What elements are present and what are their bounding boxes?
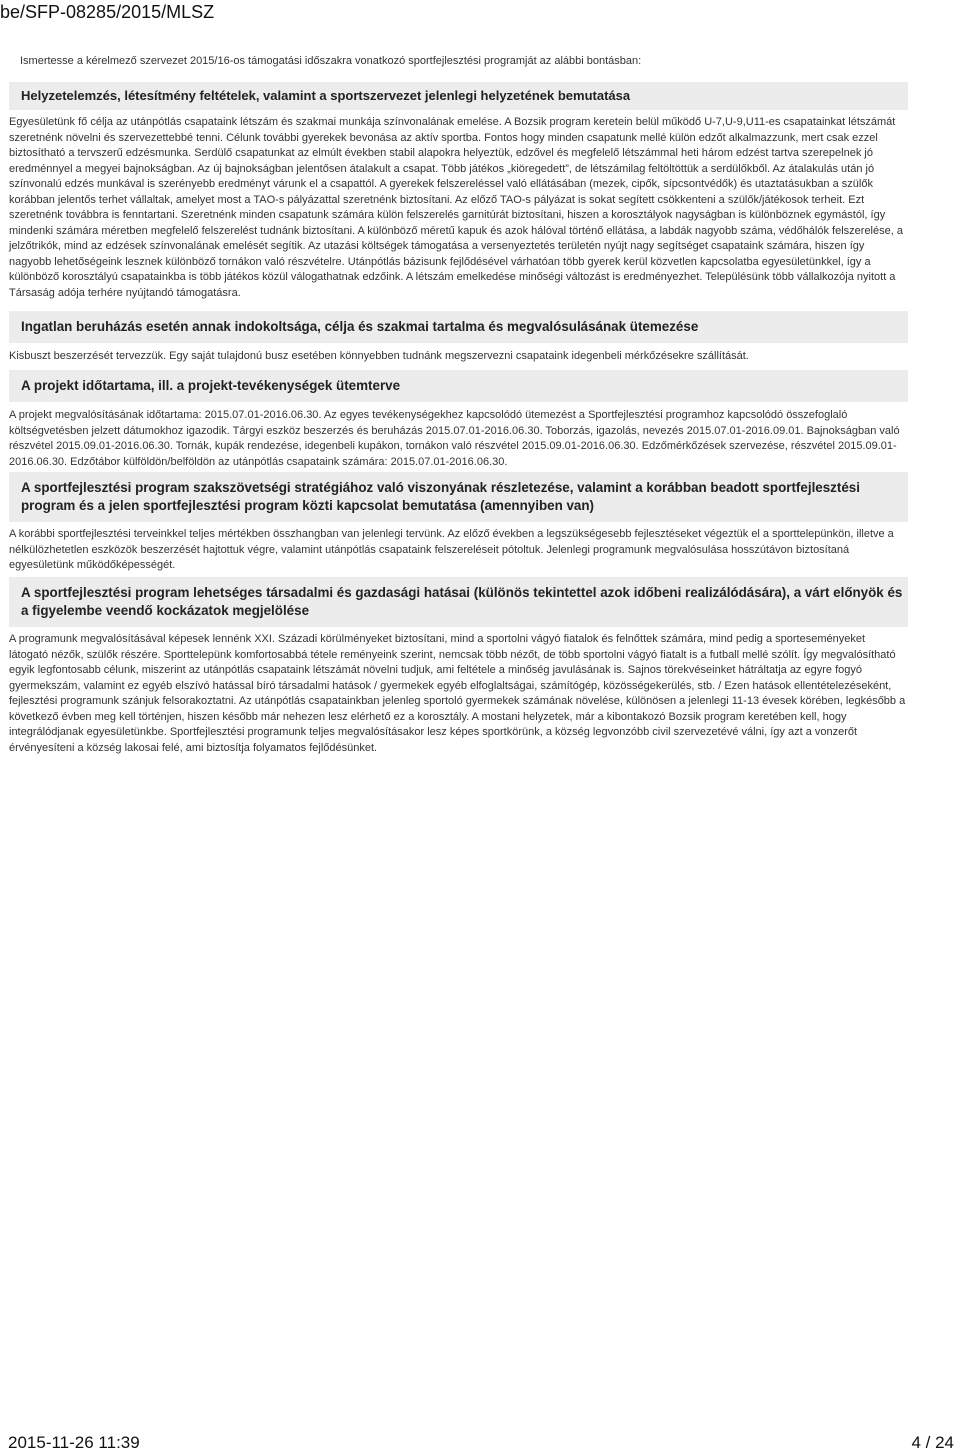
footer-datetime: 2015-11-26 11:39: [8, 1433, 140, 1452]
section-body-schedule: A projekt megvalósításának időtartama: 2015.07.01-2016.06.30. Az egyes tevékenységekhez kapcsolódó ütemezést a Sportfejlesztési programhoz kapcsolódó összefoglaló költségvetésben jelzett dátumokhoz igazodik. Tárgyi eszköz beszerzés és beruházás 2015.07.01-2016.06.30. Toborzás, igazolás, nevezés 2015.07.01-2016.09.01. Bajnokságban való részvétel 2015.09.01-2016.06.30. Tornák, kupák rendezése, idegenbeli kupákon, tornákon való részvétel 2015.09.01-2016.06.30. Edzőmérkőzések szervezése, részvétel 2015.09.01-2016.06.30. Edzőtábor külföldön/belföldön az utánpótlás csapataink számára: 2015.07.01-2016.06.30.: [9, 409, 900, 468]
section-body-impacts: A programunk megvalósításával képesek lennénk XXI. Századi körülményeket biztosítani, mind a sportolni vágyó fiatalok és felnőttek számára, mind pedig a sporteseményeket látogató nézők, szülők részére. Sporttelepünk komfortosabbá tétele reményeink szerint, nemcsak több nézőt, de több sportolni vágyó fiatalt is a futball mellé szólít. Így megvalósítható egyik legfontosabb célunk, miszerint az utánpótlás csapataink létszámát növelni tudjuk, ami feltétele a minőség javulásának is. Sajnos törekvéseinket hátráltatja az egyre fogyó gyermekszám, valamint ez egyéb elszívó hatással bíró társadalmi hatások / gyermekek egyéb elfoglaltságai, számítógép, közösségekerülés, stb. / Ezen hatások ellentételezéseként, fejlesztési programunk szánjuk felsorakoztatni. Az utánpótlás csapatainkban jelenleg sportoló gyermekek számának növelése, különösen a jelenlegi 11-13 évesek körében, legkésőbb a következő évben meg kell történjen, hiszen később már nehezen lesz elérhető ez a korosztály. A mostani helyzetek, már a kibontakozó Bozsik program keretében kell, hogy integrálódjanak egyesületünkbe. Sportfejlesztési programunk teljes megvalósításakor lesz képes sportkörünk, a község legvonzóbb civil szervezetévé válni, így azt a vonzerőt érvényesíteni a község lakosai felé, ami biztosítja folyamatos fejlődésünket.: [9, 633, 906, 754]
section-heading-situation: [9, 82, 908, 110]
section-heading-text: A sportfejlesztési program lehetséges társadalmi és gazdasági hatásai (különös tekintettel azok időbeni realizálódására), a várt előnyök és a figyelembe veendő kockázatok megjelölése: [21, 585, 903, 618]
section-body-strategy: A korábbi sportfejlesztési terveinkkel teljes mértékben összhangban van jelenlegi tervünk. Az előző években a legszükségesebb fejlesztéseket végeztük el a sporttelepünkön, illetve a nélkülözhetetlen eszközök beszerzését hajtottuk végre, valamint utánpótlás csapataink felszereléseit pótoltuk. Jelenlegi programunk megvalósulása hosszútávon biztosítaná egyesületünk működőképességét.: [9, 528, 894, 572]
section-heading-real-estate: [9, 311, 908, 343]
page-number: 4 / 24: [911, 1433, 954, 1452]
section-heading-text: A sportfejlesztési program szakszövetségi stratégiához való viszonyának részletezése, valamint a korábban beadott sportfejlesztési program és a jelen sportfejlesztési program közti kapcsolat bemutatása (amennyiben van): [21, 480, 860, 513]
section-heading-text: Ingatlan beruházás esetén annak indokoltsága, célja és szakmai tartalma és megvalósulásának ütemezése: [21, 319, 699, 334]
section-body-real-estate: Kisbuszt beszerzését tervezzük. Egy saját tulajdonú busz esetében könnyebben tudnánk megszervezni csapataink idegenbeli mérkőzésekre szállítását.: [9, 350, 749, 362]
section-heading-text: Helyzetelemzés, létesítmény feltételek, valamint a sportszervezet jelenlegi helyzetének bemutatása: [21, 88, 631, 103]
section-heading-strategy: [9, 472, 908, 522]
section-body-situation: Egyesületünk fő célja az utánpótlás csapataink létszám és szakmai munkája színvonalának emelése. A Bozsik program keretein belül működő U-7,U-9,U11-es csapatainkat létszámát szeretnénk növelni és szervezettebbé tenni. Célunk további gyerekek bevonása az aktív sportba. Fontos hogy minden csapatunk mellé külön edzőt alkalmazzunk, mert csak ezzel biztosítható a tervszerű edzésmunka. Serdülő csapatunkat az elmúlt években stabil alapokra helyeztük, edzővel és megfelelő létszámmal heti három edzést tartva szerepelnek jó eredménnyel a megyei bajnokságban. Az új bajnokságban jelentősen átalakult a csapat. Több játékos „kiöregedett”, de létszámilag feltöltöttük a serdülőkből. Az átalakulás után jó színvonalú edzés munkával is szerényebb eredményt várunk el a csapattól. A gyerekek felszereléssel való ellátásában (mezek, cipők, sípcsontvédők) és utaztatásukban a szülők korábban jelentős terhet vállaltak, amelyet most a TAO-s pályázattal szeretnénk biztosítani. Az előző TAO-s pályázat is sokat segített csökkenteni a szülők/játékosok terheit. Ezt szeretnénk továbbra is fenntartani. Szeretnénk minden csapatunk számára külön felszerelés garnitúrát biztosítani, hiszen a korosztályok nagyságban is különböznek egymástól, így mindenki számára méretben megfelelő felszerelést tudnánk biztosítani. A különböző méretű kapuk és azok hálóval történő ellátása, a labdák nagyobb száma, védőhálók felszerelése, a jelzőtrikók, mind az edzések színvonalának emelését segítik. Az utazási költségek támogatása a versenyeztetés területén nyújt nagy segítséget csapataink számára, hiszen így nagyobb lehetőségeink lesznek különböző tornákon való részvételre. Utánpótlás bázisunk fejlődésével várhatóan több gyerek kerül közvetlen kapcsolatba egyesületünkkel, így a különböző korosztályú csapatainkba is több játékos közül válogathatnak edzőink. A létszám emelkedése minőségi változást is eredményezhet. Településünk több vállalkozója nyitott a Társaság adója terhére nyújtandó támogatásra.: [9, 116, 903, 300]
intro-text: Ismertesse a kérelmező szervezet 2015/16-os támogatási időszakra vonatkozó sportfejlesztési programját az alábbi bontásban:: [20, 55, 642, 67]
section-heading-text: A projekt időtartama, ill. a projekt-tevékenységek ütemterve: [21, 378, 401, 393]
section-heading-schedule: [9, 370, 908, 402]
section-heading-impacts: [9, 577, 908, 627]
document-id: be/SFP-08285/2015/MLSZ: [0, 2, 215, 22]
